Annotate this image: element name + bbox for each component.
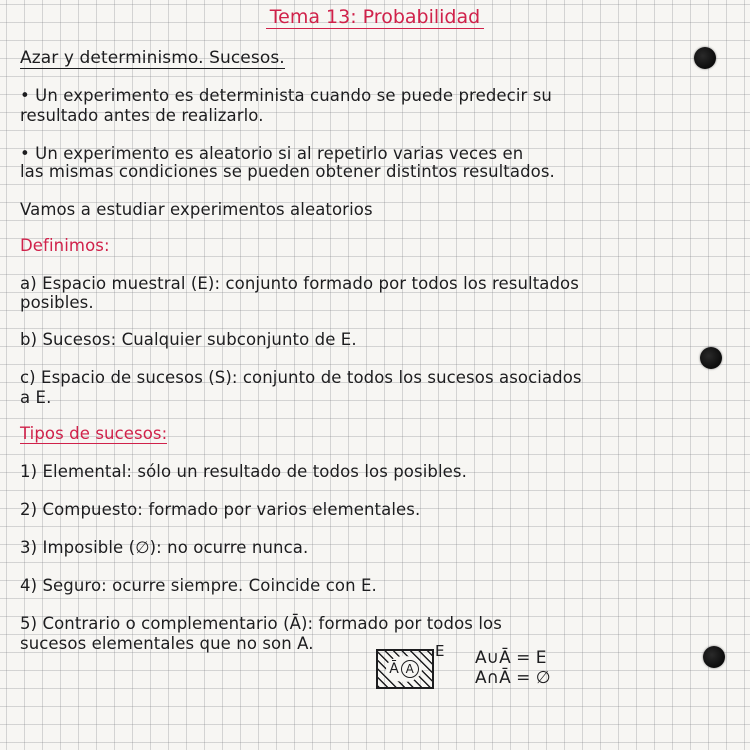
text-line: Vamos a estudiar experimentos aleatorios: [20, 200, 373, 219]
section-heading-azar: Azar y determinismo. Sucesos.: [20, 48, 285, 68]
venn-inner-region: [386, 656, 422, 682]
definition-espacio-muestral: a) Espacio muestral (E): conjunto formado por todos los resultados: [20, 274, 579, 293]
venn-label-a-bar: Ā: [389, 661, 399, 677]
text-line: las mismas condiciones se pueden obtener distintos resultados.: [20, 162, 555, 181]
heading-tipos-de-sucesos: Tipos de sucesos:: [20, 424, 168, 443]
type-seguro: 4) Seguro: ocurre siempre. Coincide con E.: [20, 576, 377, 595]
text-line: sucesos elementales que no son A.: [20, 634, 314, 653]
venn-set-label: E: [435, 642, 445, 660]
text-line: resultado antes de realizarlo.: [20, 106, 264, 125]
formula-intersection: A∩Ā = ∅: [475, 668, 551, 688]
type-contrario: 5) Contrario o complementario (Ā): formado por todos los: [20, 614, 502, 633]
page-title: Tema 13: Probabilidad: [0, 6, 750, 28]
text-line: a E.: [20, 388, 52, 407]
type-compuesto: 2) Compuesto: formado por varios elementales.: [20, 500, 421, 519]
venn-diagram: [376, 649, 434, 689]
heading-definimos: Definimos:: [20, 236, 110, 255]
text-line: • Un experimento es determinista cuando se puede predecir su: [20, 86, 552, 105]
binder-hole-bottom: [703, 646, 725, 668]
binder-hole-middle: [700, 347, 722, 369]
definition-sucesos: b) Sucesos: Cualquier subconjunto de E.: [20, 330, 357, 349]
venn-label-a: A: [401, 660, 419, 678]
type-elemental: 1) Elemental: sólo un resultado de todos los posibles.: [20, 462, 467, 481]
binder-hole-top: [694, 47, 716, 69]
text-line: posibles.: [20, 293, 94, 312]
formula-union: A∪Ā = E: [475, 648, 547, 668]
text-line: • Un experimento es aleatorio si al repetirlo varias veces en: [20, 144, 524, 163]
type-imposible: 3) Imposible (∅): no ocurre nunca.: [20, 538, 309, 557]
definition-espacio-sucesos: c) Espacio de sucesos (S): conjunto de todos los sucesos asociados: [20, 368, 582, 387]
